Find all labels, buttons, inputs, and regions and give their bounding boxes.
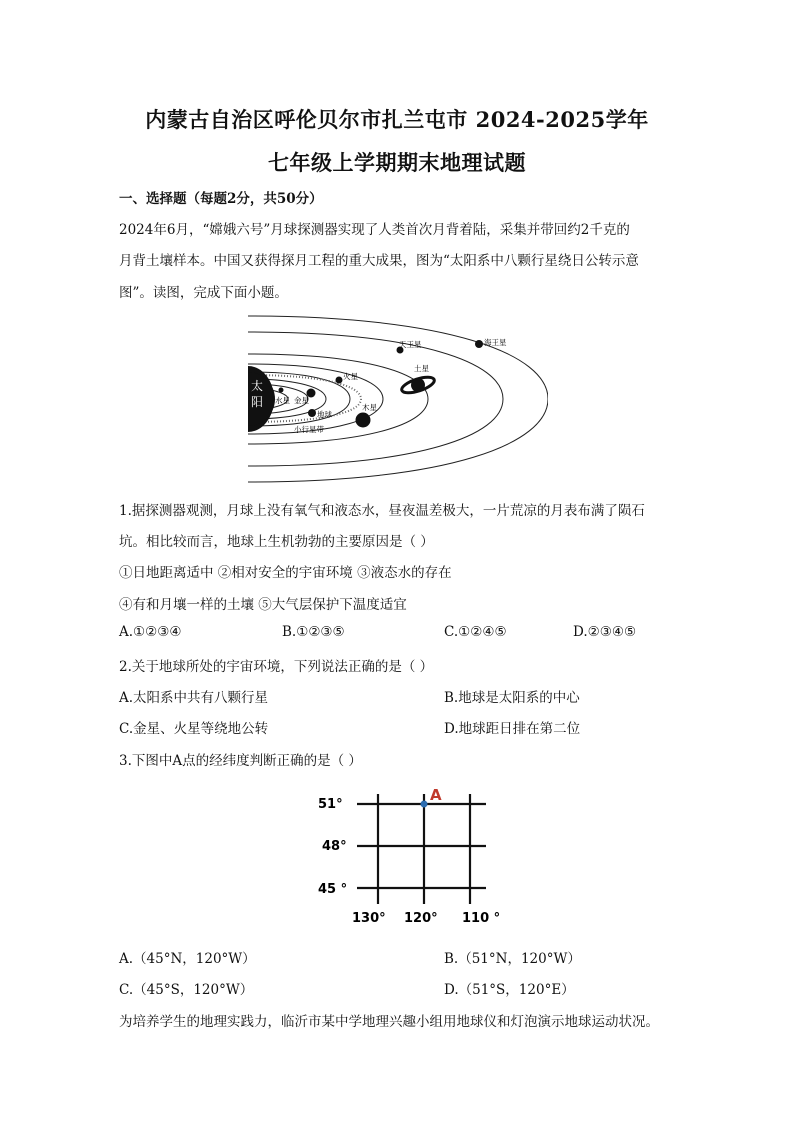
section-heading: 一、选择题（每题2分，共50分） [119,191,323,207]
sun-label-bottom: 阳 [251,395,264,409]
jupiter-label: 木星 [362,403,377,412]
q3-stem: 3.下图中A点的经纬度判断正确的是（ ） [119,753,362,769]
venus-label: 金星 [294,396,309,405]
mercury-label: 水星 [275,396,290,405]
earth-dot [308,409,316,417]
intro-line-2: 月背土壤样本。中国又获得探月工程的重大成果，图为“太阳系中八颗行星绕日公转示意 [119,253,639,269]
q1-option-d[interactable]: D.②③④⑤ [573,624,637,640]
lat-label-45: 45 ° [318,882,348,897]
point-a-dot [421,801,428,808]
mars-dot [336,377,343,384]
q3-option-c[interactable]: C.（45°S，120°W） [119,982,254,998]
trailing-paragraph: 为培养学生的地理实践力，临沂市某中学地理兴趣小组用地球仪和灯泡演示地球运动状况。 [119,1014,659,1030]
q2-option-b[interactable]: B.地球是太阳系的中心 [444,690,580,706]
q3-option-d[interactable]: D.（51°S，120°E） [444,982,575,998]
intro-line-3: 图”。读图，完成下面小题。 [119,285,288,301]
q1-option-a[interactable]: A.①②③④ [119,624,182,640]
jupiter-dot [356,413,371,428]
lon-label-120: 120° [404,911,438,926]
q1-option-c[interactable]: C.①②④⑤ [444,624,507,640]
neptune-dot [475,340,483,348]
saturn-label: 土星 [414,364,429,373]
lat-label-48: 48° [322,839,347,854]
sun-label-top: 太 [251,379,264,393]
intro-line-1: 2024年6月，“嫦娥六号”月球探测器实现了人类首次月背着陆，采集并带回约2千克的 [119,222,630,238]
page-title-line2: 七年级上学期期末地理试题 [268,150,526,175]
uranus-label: 天王星 [399,340,422,349]
q2-option-c[interactable]: C.金星、火星等绕地公转 [119,721,269,737]
lon-label-110: 110 ° [462,911,501,926]
q2-option-d[interactable]: D.地球距日排在第二位 [444,721,581,737]
lon-label-130: 130° [352,911,386,926]
lat-label-51: 51° [318,797,343,812]
q1-statements-line2: ④有和月壤一样的土壤 ⑤大气层保护下温度适宜 [119,597,407,613]
mars-label: 火星 [343,372,358,381]
q3-option-b[interactable]: B.（51°N，120°W） [444,951,581,967]
q1-statements-line1: ①日地距离适中 ②相对安全的宇宙环境 ③液态水的存在 [119,565,452,581]
q3-option-a[interactable]: A.（45°N，120°W） [119,951,256,967]
solar-system-figure [248,314,548,484]
q2-stem: 2.关于地球所处的宇宙环境，下列说法正确的是（ ） [119,659,434,675]
earth-label: 地球 [317,410,332,419]
saturn-dot [411,378,425,392]
point-a-label: A [430,786,442,804]
q1-stem-line1: 1.据探测器观测，月球上没有氧气和液态水，昼夜温差极大，一片荒凉的月表布满了陨石 [119,503,645,519]
q2-option-a[interactable]: A.太阳系中共有八颗行星 [119,690,269,706]
asteroid-belt-label: 小行星带 [294,425,324,434]
lat-lon-grid-figure [310,780,510,930]
q1-option-b[interactable]: B.①②③⑤ [282,624,345,640]
page-title-line1: 内蒙古自治区呼伦贝尔市扎兰屯市 2024-2025学年 [145,107,649,132]
q1-stem-line2: 坑。相比较而言，地球上生机勃勃的主要原因是（ ） [119,534,434,550]
neptune-label: 海王星 [484,338,507,347]
mercury-dot [279,388,284,393]
